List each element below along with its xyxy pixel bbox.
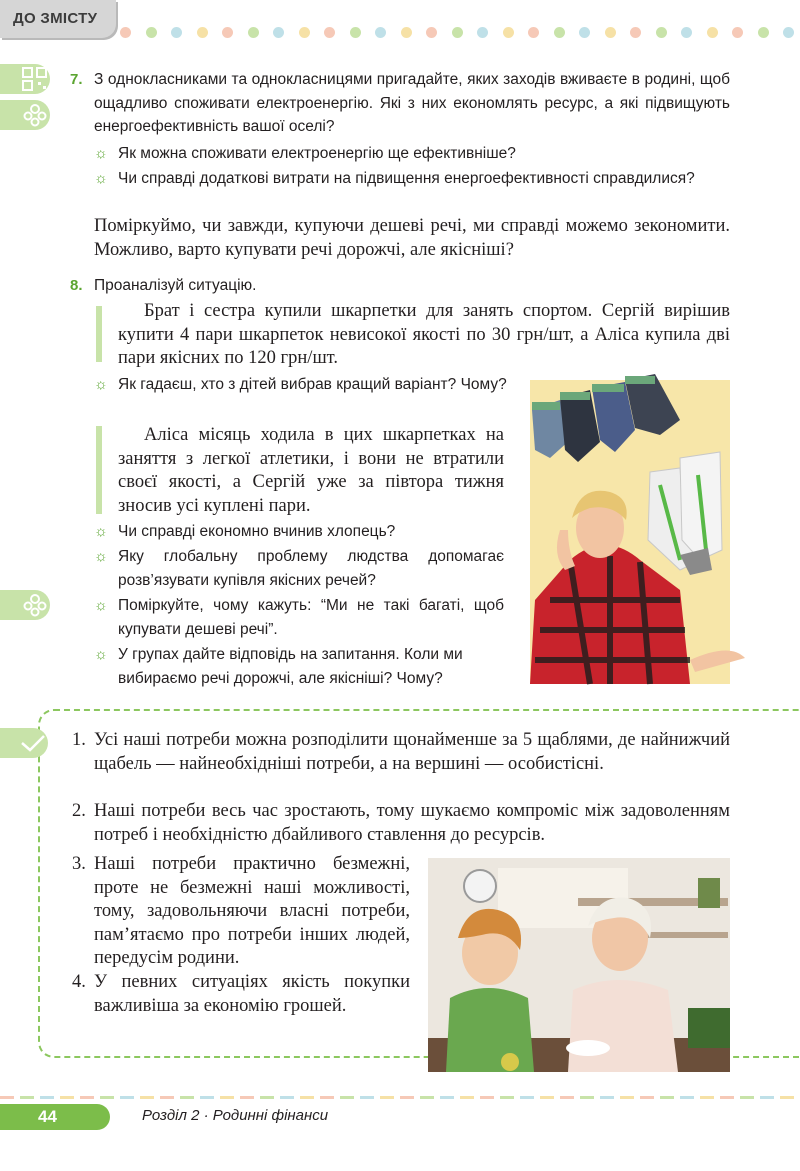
decorative-dot [146,27,157,38]
page-number-tab [0,1104,110,1130]
sun-bullet-icon: ☼ [94,597,108,614]
footer-dash [700,1096,714,1099]
section-title: Розділ 2 · Родинні фінанси [142,1107,329,1124]
task-number: 8. [70,277,83,294]
summary-check-tab [0,728,48,758]
reflection-paragraph: Поміркуймо, чи завжди, купуючи дешеві речі, ми справді можемо зекономити. Можливо, варто купувати речі дорожчі, але якісніші? [94,216,730,260]
footer-dash [40,1096,54,1099]
decorative-dot [477,27,488,38]
footer-dash [640,1096,654,1099]
task-8-bullet: Яку глобальну проблему людства допомагає розв’язувати купівля якісних речей? [118,548,504,589]
story-1: Брат і сестра купили шкарпетки для занять спортом. Сергій вирішив купити 4 пари шкарпеток невисокої якості по 30 грн/шт, а Аліса купила дві пари якісних по 120 грн/шт. [118,301,730,368]
footer-dash [120,1096,134,1099]
footer-dash [500,1096,514,1099]
group-work-icon-tab [0,590,50,620]
qr-icon-tab [0,64,50,94]
dark-socks-illustration [532,374,680,462]
task-7-bullet: Як можна споживати електроенергію ще ефективніше? [118,145,516,162]
footer-dash [660,1096,674,1099]
decorative-dot [197,27,208,38]
summary-item-text: Наші потреби весь час зростають, тому шукаємо компроміс між задоволенням потреб і необхідністю дбайливого ставлення до ресурсів. [94,801,730,845]
summary-item-text: Наші потреби практично безмежні, проте не безмежні наші можливості, тому, задовольняючи власні потреби, пам’ятаємо про потреби інших людей, передусім родини. [94,854,410,968]
footer-dash [300,1096,314,1099]
summary-item-number: 3. [72,854,86,874]
footer-dash [400,1096,414,1099]
toc-link[interactable] [0,0,116,38]
footer-dash [580,1096,594,1099]
task-8-bullet: Як гадаєш, хто з дітей вибрав кращий варіант? Чому? [118,376,507,393]
group-work-icon-tab [0,100,50,130]
decorative-dot [171,27,182,38]
footer-dash [720,1096,734,1099]
footer-dash [0,1096,14,1099]
decorative-dot [375,27,386,38]
footer-dash [420,1096,434,1099]
footer-dash [480,1096,494,1099]
sun-bullet-icon: ☼ [94,548,108,565]
decorative-dot [707,27,718,38]
sun-bullet-icon: ☼ [94,170,108,187]
footer-dash [760,1096,774,1099]
footer-dash [60,1096,74,1099]
decorative-dot [273,27,284,38]
footer-dash [600,1096,614,1099]
footer-dash [560,1096,574,1099]
task-8-bullet: Поміркуйте, чому кажуть: “Ми не такі багаті, щоб купувати дешеві речі”. [118,597,504,638]
task-number: 7. [70,71,83,88]
decorative-dot [452,27,463,38]
decorative-dot [528,27,539,38]
decorative-dot [299,27,310,38]
kitchen-family-photo [428,858,730,1072]
decorative-dot [120,27,131,38]
task-8-bullet: У групах дайте відповідь на запитання. Коли ми вибираємо речі дорожчі, але якісніші? Чому? [118,646,463,687]
footer-dash [20,1096,34,1099]
decorative-dot [579,27,590,38]
summary-item-text: Усі наші потреби можна розподілити щонайменше за 5 щаблями, де найнижчий щабель — найнеобхідніші потреби, а на вершині — особистісні. [94,730,730,774]
decorative-dot [783,27,794,38]
summary-item [72,853,410,971]
footer-dash [620,1096,634,1099]
decorative-dot [401,27,412,38]
footer-dash [240,1096,254,1099]
footer-dash [740,1096,754,1099]
summary-item [72,729,730,776]
story-2: Аліса місяць ходила в цих шкарпетках на заняття з легкої атлетики, і вони не втратили своєї якості, а Сергій уже за півтора тижня зносив усі куплені пари. [118,425,504,516]
footer-dash [100,1096,114,1099]
decorative-dot [605,27,616,38]
footer-dash [260,1096,274,1099]
summary-item [72,971,410,1018]
task-7-text: З однокласниками та однокласницями пригадайте, яких заходів вживаєте в родині, щоб ощадливо споживати електроенергію. Які з них економлять ресурс, а які підвищують енергоефективність вашої оселі? [94,71,730,135]
sun-bullet-icon: ☼ [94,376,108,393]
task-7-bullet: Чи справді додаткові витрати на підвищення енергоефективності справдилися? [118,170,695,187]
footer-dash [320,1096,334,1099]
footer-dash [200,1096,214,1099]
sun-bullet-icon: ☼ [94,646,108,663]
task-8-bullet: Чи справді економно вчинив хлопець? [118,523,396,540]
boy-with-socks-photo [530,380,730,684]
footer-dashed-line [0,1096,800,1100]
footer-dash [340,1096,354,1099]
decorative-dot [681,27,692,38]
decorative-dot [656,27,667,38]
footer-dash [460,1096,474,1099]
summary-item-text: У певних ситуаціях якість покупки важливіша за економію грошей. [94,972,410,1016]
footer-dash [680,1096,694,1099]
summary-item-number: 4. [72,972,86,992]
task-8-intro: Проаналізуй ситуацію. [94,277,257,294]
summary-item-number: 2. [72,801,86,821]
decorative-dot [248,27,259,38]
sun-bullet-icon: ☼ [94,523,108,540]
page-number: 44 [38,1107,57,1126]
footer-dash [180,1096,194,1099]
summary-item [72,800,730,847]
footer-dash [80,1096,94,1099]
footer-dash [780,1096,794,1099]
toc-label: ДО ЗМІСТУ [13,10,98,27]
group-work-icon [22,103,48,127]
sun-bullet-icon: ☼ [94,145,108,162]
decorative-dot [554,27,565,38]
footer-dash [360,1096,374,1099]
story-bar [96,426,102,514]
footer-dash [380,1096,394,1099]
footer-dash [520,1096,534,1099]
decorative-dot [732,27,743,38]
decorative-dot [503,27,514,38]
decorative-dot-row [120,27,800,39]
decorative-dot [222,27,233,38]
decorative-dot [630,27,641,38]
decorative-dot [426,27,437,38]
footer-dash [140,1096,154,1099]
qr-icon [22,67,48,91]
group-work-icon [22,593,48,617]
summary-item-number: 1. [72,730,86,750]
footer-dash [220,1096,234,1099]
checkmark-icon [20,733,46,753]
decorative-dot [758,27,769,38]
decorative-dot [350,27,361,38]
white-socks-illustration [648,452,722,575]
footer-dash [280,1096,294,1099]
decorative-dot [324,27,335,38]
footer-dash [540,1096,554,1099]
story-bar [96,306,102,362]
footer-dash [440,1096,454,1099]
footer-dash [160,1096,174,1099]
